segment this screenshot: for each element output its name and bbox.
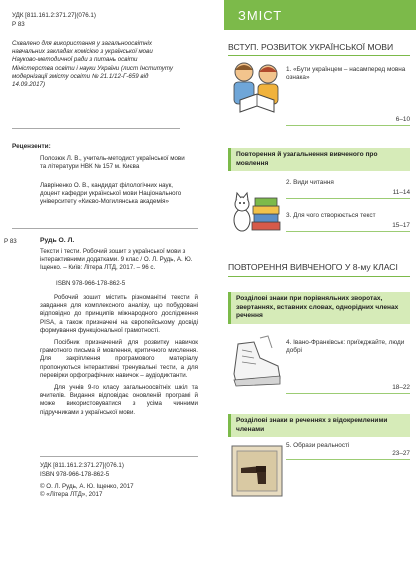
reviewer-1: Полозюк Л. В., учитель-методист української мови та літератури НВК № 157 м. Києва: [40, 155, 185, 171]
abstract: [40, 294, 198, 417]
book-description: Тексти і тести. Робочий зошит з української мови з інтерактивними додатками. 9 клас / О. Л. Рудь, А. Ю. Іщенко. – Київ: Літера ЛТД, 2017. – 96 с.: [40, 248, 193, 272]
divider: [40, 456, 198, 457]
section-heading-review: ПОВТОРЕННЯ ВИВЧЕНОГО У 8-му КЛАСІ: [228, 262, 398, 272]
toc-pages-5: 23–27: [392, 450, 410, 457]
cat-books-illustration: [230, 172, 284, 238]
contents-banner: [224, 0, 416, 30]
abstract-paragraph: Посібник призначений для розвитку навичок грамотного письма й мовлення, критичного мислення. Для закріплення програмового матеріалу пропонуються інтерактивні тренувальні тести, а для перевірки орфографічних навичок – аудіодиктанти.: [40, 339, 198, 379]
entry-underline: [286, 125, 410, 126]
sneakers-illustration: [230, 330, 284, 390]
side-code: Р 83: [4, 238, 17, 245]
isbn: ISBN 978-966-178-862-5: [56, 280, 126, 287]
section-underline: [228, 55, 410, 56]
toc-pages-4: 18–22: [392, 384, 410, 391]
divider: [12, 228, 198, 229]
reviewers-heading: Рецензенти:: [12, 143, 51, 150]
contents-title: ЗМІСТ: [238, 8, 283, 23]
pipe-painting-illustration: [230, 444, 284, 498]
reviewer-2: Лавріненко О. В., кандидат філологічних наук, доцент кафедри української мови Національного університету «Києво-Могилянська академія»: [40, 182, 182, 206]
entry-underline: [286, 459, 410, 460]
toc-entry-4[interactable]: 4. Івано-Франківськ: приїжджайте, люди добрі: [286, 339, 405, 355]
table-of-contents: [224, 0, 416, 563]
toc-pages-1: 6–10: [395, 116, 410, 123]
entry-underline: [286, 231, 410, 232]
abstract-paragraph: Для учнів 9-го класу загальноосвітніх шкіл та вчителів. Видання відповідає оновленій програмі й може використовуватися з усіма чинними підручниками з української мови.: [40, 384, 198, 416]
abstract-paragraph: Робочий зошит містить різноманітні тексти й завдання для комплексного аналізу, що побудовані відповідно до принципів міжнародного дослідження PISA, а також призначені на європейському досвіді формування функціональної грамотності.: [40, 294, 198, 334]
toc-pages-3: 15–17: [392, 222, 410, 229]
divider: [12, 128, 180, 129]
udk-code: УДК [811.161.2:371.27](076.1): [12, 12, 96, 19]
entry-underline: [286, 393, 410, 394]
section-underline: [228, 276, 410, 277]
toc-pages-2: 11–14: [392, 189, 410, 196]
copyright-authors: © О. Л. Рудь, А. Ю. Іщенко, 2017: [40, 483, 134, 490]
subsection-speech: Повторення й узагальнення вивченого про мовлення: [228, 148, 410, 171]
children-reading-illustration: [230, 60, 284, 120]
subsection-punctuation: Розділові знаки при порівняльних зворотах, звертаннях, вставних словах, однорідних членах речення: [228, 292, 410, 324]
entry-underline: [286, 198, 410, 199]
toc-entry-1[interactable]: 1. «Бути українцем – насамперед мовна ознака»: [286, 66, 406, 82]
toc-entry-5[interactable]: 5. Образи реальності: [286, 442, 350, 449]
toc-entry-2[interactable]: 2. Види читання: [286, 179, 334, 186]
copyright-publisher: © «Літера ЛТД», 2017: [40, 491, 103, 498]
isbn-bottom: ISBN 978-966-178-862-5: [40, 471, 110, 478]
subsection-separated-members: Розділові знаки в реченнях з відокремленими членами: [228, 414, 410, 437]
section-heading-intro: ВСТУП. РОЗВИТОК УКРАЇНСЬКОЇ МОВИ: [228, 42, 394, 52]
bbk-code: Р 83: [12, 21, 25, 28]
approval-note: Схвалено для використання у загальноосвітніх навчальних закладах комісією з української мови Науково-методичної ради з питань освіти Міністерства освіти і науки України (лист Інституту модернізації змісту освіти № 21.1/12-Г-659 від 14.09.2017): [12, 40, 173, 89]
toc-entry-3[interactable]: 3. Для чого створюється текст: [286, 212, 376, 219]
book-author: Рудь О. Л.: [40, 237, 75, 244]
udk-code-bottom: УДК [811.161.2:371.27](076.1): [40, 462, 124, 469]
